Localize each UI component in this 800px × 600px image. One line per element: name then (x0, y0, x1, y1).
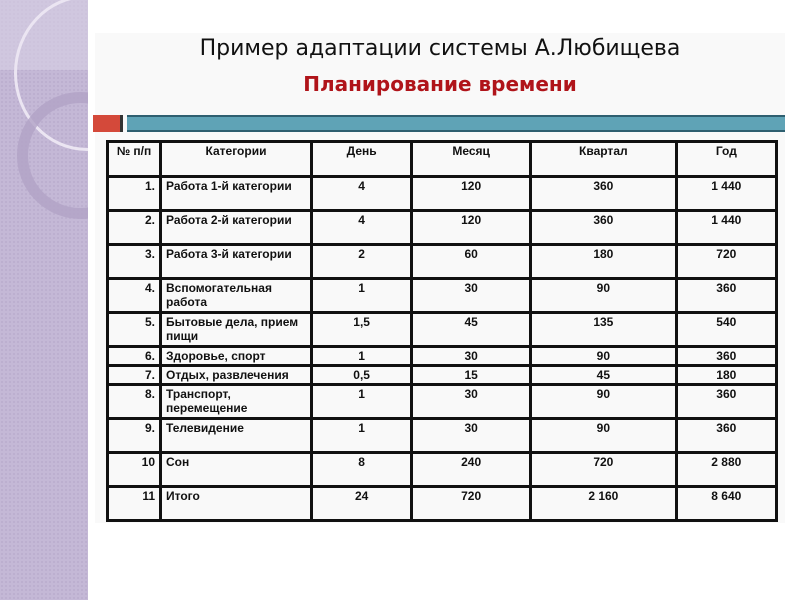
row-year: 540 (676, 313, 776, 347)
table-row (108, 366, 777, 385)
row-quarter: 90 (531, 279, 677, 313)
row-category: Сон (161, 453, 312, 487)
row-day: 1 (312, 385, 412, 419)
row-category: Бытовые дела, прием пищи (161, 313, 312, 347)
slide-subtitle: Планирование времени (303, 72, 577, 96)
row-number: 9. (108, 419, 161, 453)
header-day: День (312, 142, 412, 177)
row-year: 360 (676, 385, 776, 419)
table-row (108, 245, 777, 279)
row-month: 45 (412, 313, 531, 347)
table-row (108, 419, 777, 453)
row-number: 8. (108, 385, 161, 419)
header-number: № п/п (108, 142, 161, 177)
row-number: 4. (108, 279, 161, 313)
row-category: Здоровье, спорт (161, 347, 312, 366)
row-number: 2. (108, 211, 161, 245)
row-category: Вспомогательная работа (161, 279, 312, 313)
row-month: 240 (412, 453, 531, 487)
table-row (108, 279, 777, 313)
red-accent-bar (93, 115, 123, 132)
row-category: Работа 1-й категории (161, 177, 312, 211)
row-category: Работа 2-й категории (161, 211, 312, 245)
row-year: 1 440 (676, 211, 776, 245)
row-day: 1 (312, 347, 412, 366)
row-number: 5. (108, 313, 161, 347)
header-category: Категории (161, 142, 312, 177)
row-category: Отдых, развлечения (161, 366, 312, 385)
row-quarter: 90 (531, 419, 677, 453)
row-month: 30 (412, 385, 531, 419)
row-year: 180 (676, 366, 776, 385)
table-row (108, 211, 777, 245)
table-row (108, 177, 777, 211)
row-month: 30 (412, 279, 531, 313)
row-year: 8 640 (676, 487, 776, 521)
row-month: 720 (412, 487, 531, 521)
row-quarter: 45 (531, 366, 677, 385)
table-row (108, 313, 777, 347)
table-row (108, 487, 777, 521)
row-category: Транспорт, перемещение (161, 385, 312, 419)
row-category: Телевидение (161, 419, 312, 453)
row-number: 6. (108, 347, 161, 366)
row-month: 120 (412, 177, 531, 211)
row-year: 360 (676, 419, 776, 453)
row-quarter: 360 (531, 177, 677, 211)
row-category: Итого (161, 487, 312, 521)
row-day: 0,5 (312, 366, 412, 385)
table-row (108, 347, 777, 366)
row-year: 360 (676, 279, 776, 313)
row-quarter: 90 (531, 347, 677, 366)
table-header-row (108, 142, 777, 177)
row-quarter: 90 (531, 385, 677, 419)
row-year: 360 (676, 347, 776, 366)
row-month: 60 (412, 245, 531, 279)
row-day: 8 (312, 453, 412, 487)
header-year: Год (676, 142, 776, 177)
decorative-sidebar (0, 0, 88, 600)
blue-divider-bar (127, 115, 785, 132)
time-planning-table (106, 140, 778, 522)
header-month: Месяц (412, 142, 531, 177)
row-month: 30 (412, 347, 531, 366)
row-quarter: 360 (531, 211, 677, 245)
row-day: 4 (312, 177, 412, 211)
row-day: 2 (312, 245, 412, 279)
header-quarter: Квартал (531, 142, 677, 177)
row-category: Работа 3-й категории (161, 245, 312, 279)
row-quarter: 180 (531, 245, 677, 279)
row-month: 30 (412, 419, 531, 453)
row-quarter: 2 160 (531, 487, 677, 521)
row-number: 11 (108, 487, 161, 521)
row-number: 7. (108, 366, 161, 385)
row-day: 4 (312, 211, 412, 245)
table-row (108, 385, 777, 419)
row-number: 3. (108, 245, 161, 279)
row-year: 720 (676, 245, 776, 279)
row-year: 2 880 (676, 453, 776, 487)
row-quarter: 720 (531, 453, 677, 487)
row-month: 15 (412, 366, 531, 385)
row-day: 1 (312, 419, 412, 453)
table-row (108, 453, 777, 487)
row-day: 1,5 (312, 313, 412, 347)
row-day: 24 (312, 487, 412, 521)
row-year: 1 440 (676, 177, 776, 211)
row-number: 1. (108, 177, 161, 211)
row-quarter: 135 (531, 313, 677, 347)
row-day: 1 (312, 279, 412, 313)
row-number: 10 (108, 453, 161, 487)
slide-title: Пример адаптации системы А.Любищева (199, 36, 681, 61)
row-month: 120 (412, 211, 531, 245)
